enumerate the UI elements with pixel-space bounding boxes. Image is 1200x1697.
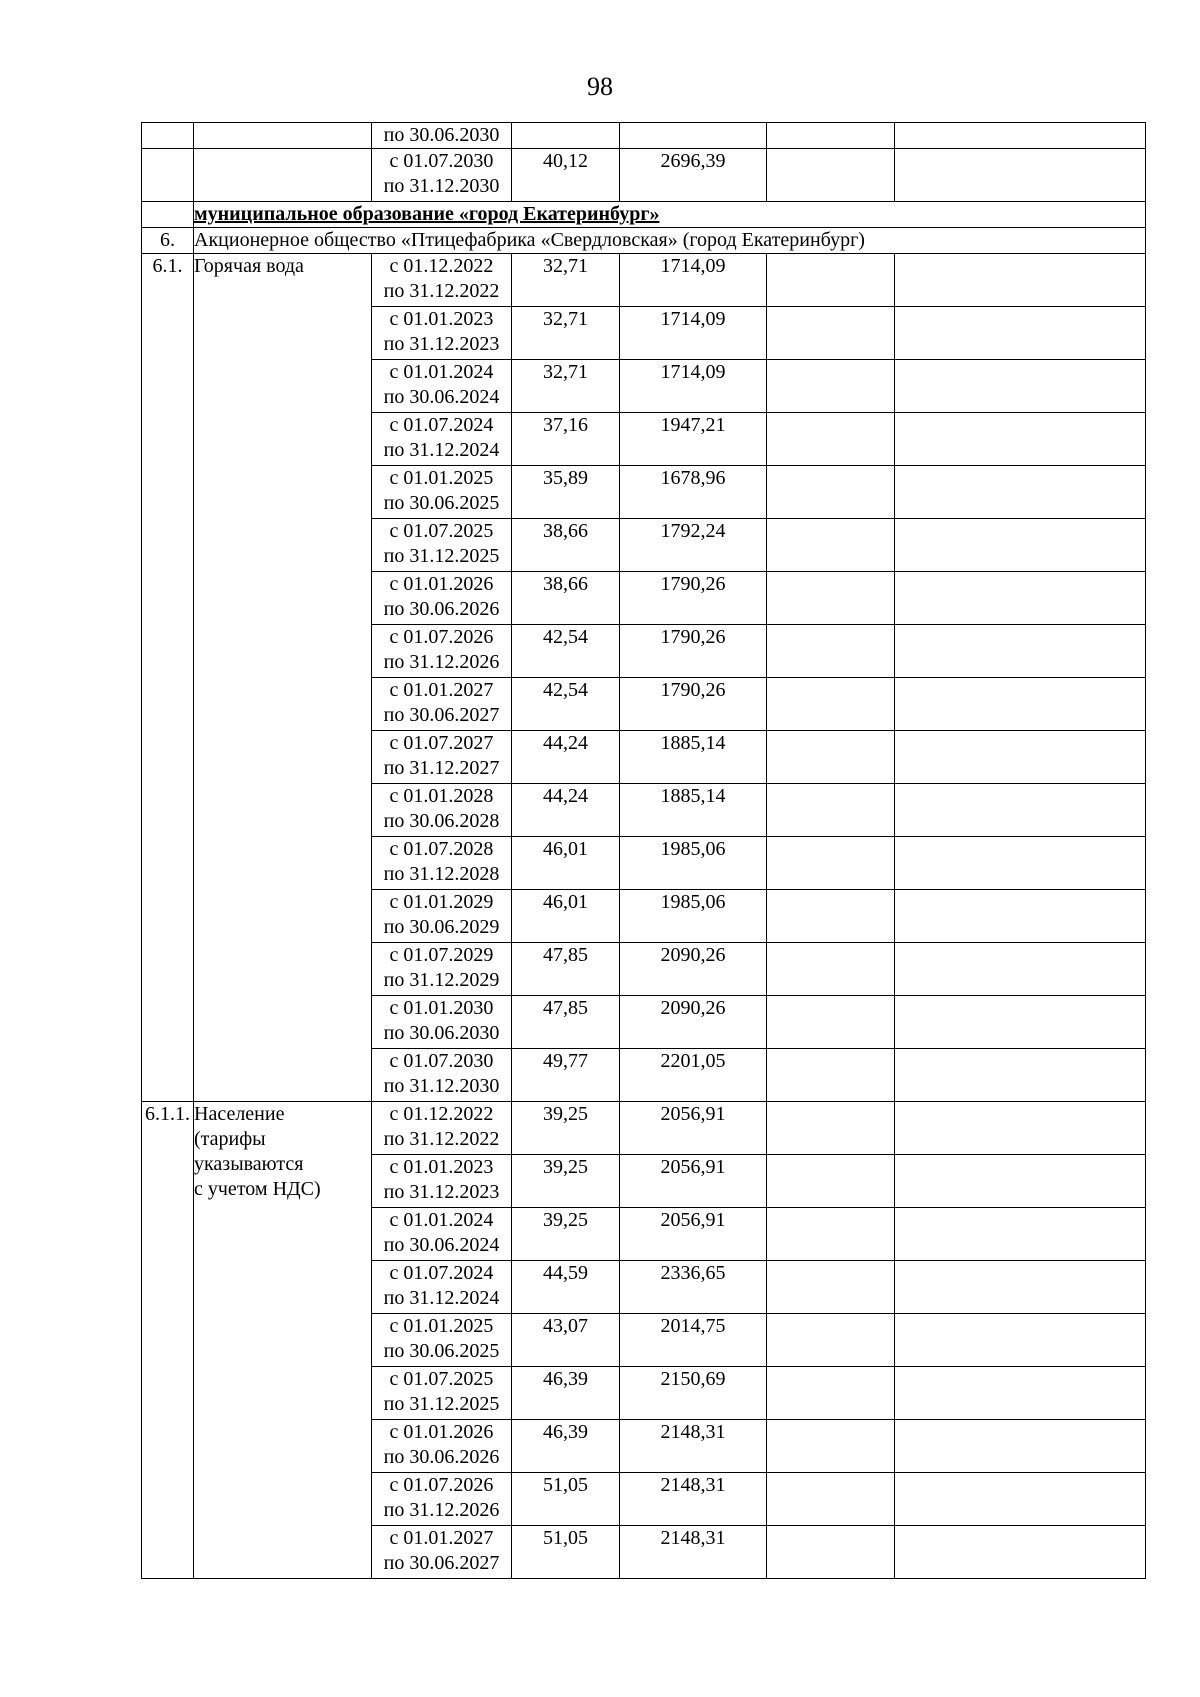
tariff-table [141, 122, 1146, 1579]
cell-value-2: 1947,21 [620, 413, 767, 466]
org-number: 6. [142, 228, 194, 254]
cell-period [372, 254, 512, 307]
page-number: 98 [587, 72, 613, 101]
cell-empty-2 [895, 996, 1146, 1049]
period-from: с 01.01.2027 [389, 679, 494, 701]
section-title: муниципальное образование «город Екатеринбург» [194, 202, 1146, 228]
period-from: с 01.07.2024 [389, 1262, 494, 1284]
group-number: 6.1. [142, 254, 194, 1102]
cell-empty-1 [767, 307, 895, 360]
group-name [194, 1102, 372, 1579]
cell-value-1: 32,71 [512, 254, 620, 307]
cell-empty-1 [767, 572, 895, 625]
cell-empty-2 [895, 149, 1146, 202]
period-from: с 01.01.2026 [389, 573, 494, 595]
cell-num [142, 149, 194, 202]
cell-empty-1 [767, 1102, 895, 1155]
period-from: с 01.07.2030 [389, 1050, 494, 1072]
period-from: с 01.07.2029 [389, 944, 494, 966]
cell-value-1: 43,07 [512, 1314, 620, 1367]
cell-empty-2 [895, 413, 1146, 466]
cell-period [372, 1102, 512, 1155]
group-name-line: Население [194, 1103, 285, 1125]
period-from: с 01.01.2027 [389, 1527, 494, 1549]
cell-empty-1 [767, 1208, 895, 1261]
period-from: с 01.01.2028 [389, 785, 494, 807]
cell-period [372, 1473, 512, 1526]
table-row [142, 1102, 1146, 1155]
period-to: по 31.12.2023 [383, 1181, 500, 1203]
period-to: по 30.06.2024 [383, 386, 500, 408]
cell-value-2: 1792,24 [620, 519, 767, 572]
cell-num [142, 123, 194, 149]
period-to: по 30.06.2026 [383, 1446, 500, 1468]
cell-value-2 [620, 123, 767, 149]
table-row [142, 123, 1146, 149]
cell-empty-1 [767, 1526, 895, 1579]
cell-empty-2 [895, 572, 1146, 625]
cell-value-2: 2014,75 [620, 1314, 767, 1367]
cell-period [372, 1049, 512, 1102]
cell-empty-1 [767, 1420, 895, 1473]
cell-empty-2 [895, 307, 1146, 360]
cell-empty-2 [895, 678, 1146, 731]
cell-value-1: 44,59 [512, 1261, 620, 1314]
cell-period [372, 837, 512, 890]
cell-period [372, 784, 512, 837]
cell-empty-1 [767, 625, 895, 678]
cell-empty-1 [767, 1261, 895, 1314]
cell-period [372, 1155, 512, 1208]
table-body [142, 123, 1146, 1579]
cell-value-1 [512, 123, 620, 149]
period-from: с 01.01.2029 [389, 891, 494, 913]
cell-empty-1 [767, 466, 895, 519]
cell-num [142, 202, 194, 228]
cell-value-2: 2148,31 [620, 1420, 767, 1473]
cell-period [372, 1420, 512, 1473]
period-from: с 01.01.2024 [389, 361, 494, 383]
cell-value-2: 1885,14 [620, 731, 767, 784]
period-to: по 31.12.2030 [383, 1075, 500, 1097]
cell-value-2: 1714,09 [620, 307, 767, 360]
cell-value-2: 2148,31 [620, 1526, 767, 1579]
cell-empty-1 [767, 413, 895, 466]
cell-period [372, 413, 512, 466]
cell-value-1: 47,85 [512, 943, 620, 996]
cell-empty-2 [895, 1102, 1146, 1155]
cell-empty-2 [895, 943, 1146, 996]
section-row [142, 202, 1146, 228]
cell-value-1: 32,71 [512, 360, 620, 413]
period-to: по 30.06.2025 [383, 492, 500, 514]
cell-value-2: 1678,96 [620, 466, 767, 519]
cell-period [372, 123, 512, 149]
org-row [142, 228, 1146, 254]
cell-value-1: 51,05 [512, 1473, 620, 1526]
cell-empty-2 [895, 625, 1146, 678]
cell-period [372, 307, 512, 360]
cell-period [372, 678, 512, 731]
cell-empty-2 [895, 1473, 1146, 1526]
cell-empty-2 [895, 1314, 1146, 1367]
cell-empty-1 [767, 943, 895, 996]
cell-period [372, 1526, 512, 1579]
cell-empty-2 [895, 1420, 1146, 1473]
period-to: по 30.06.2027 [383, 1552, 500, 1574]
group-name-line: (тарифы [194, 1128, 266, 1150]
cell-value-2: 2696,39 [620, 149, 767, 202]
cell-period [372, 625, 512, 678]
period-to: по 31.12.2030 [383, 175, 500, 197]
cell-value-2: 2201,05 [620, 1049, 767, 1102]
cell-empty-2 [895, 254, 1146, 307]
cell-value-1: 51,05 [512, 1526, 620, 1579]
cell-name [194, 123, 372, 149]
period-from: с 01.07.2028 [389, 838, 494, 860]
period-to: по 31.12.2025 [383, 1393, 500, 1415]
period-from: с 01.01.2024 [389, 1209, 494, 1231]
period-to: по 31.12.2022 [383, 1128, 500, 1150]
period-to: по 31.12.2026 [383, 651, 500, 673]
cell-value-2: 1790,26 [620, 572, 767, 625]
period-to: по 30.06.2030 [383, 1022, 500, 1044]
cell-value-2: 1714,09 [620, 254, 767, 307]
cell-value-1: 46,39 [512, 1367, 620, 1420]
period-from: с 01.01.2025 [389, 1315, 494, 1337]
cell-period [372, 466, 512, 519]
cell-empty-1 [767, 678, 895, 731]
cell-value-1: 32,71 [512, 307, 620, 360]
cell-value-2: 1714,09 [620, 360, 767, 413]
cell-empty-1 [767, 1314, 895, 1367]
cell-empty-1 [767, 254, 895, 307]
cell-period [372, 360, 512, 413]
cell-empty-2 [895, 784, 1146, 837]
cell-period [372, 943, 512, 996]
cell-value-1: 39,25 [512, 1208, 620, 1261]
cell-value-1: 47,85 [512, 996, 620, 1049]
cell-empty-1 [767, 996, 895, 1049]
period-to: по 31.12.2022 [383, 280, 500, 302]
cell-name [194, 149, 372, 202]
cell-empty-2 [895, 360, 1146, 413]
cell-empty-2 [895, 1155, 1146, 1208]
cell-value-1: 39,25 [512, 1102, 620, 1155]
cell-empty-2 [895, 519, 1146, 572]
cell-empty-1 [767, 837, 895, 890]
cell-period [372, 1367, 512, 1420]
cell-value-2: 1790,26 [620, 625, 767, 678]
period-from: с 01.01.2023 [389, 308, 494, 330]
period-to: по 30.06.2028 [383, 810, 500, 832]
cell-empty-2 [895, 1049, 1146, 1102]
cell-empty-1 [767, 1367, 895, 1420]
cell-empty-1 [767, 360, 895, 413]
cell-value-1: 38,66 [512, 572, 620, 625]
cell-value-1: 46,39 [512, 1420, 620, 1473]
cell-value-2: 2056,91 [620, 1208, 767, 1261]
cell-empty-1 [767, 1473, 895, 1526]
cell-value-1: 42,54 [512, 678, 620, 731]
cell-value-2: 2090,26 [620, 996, 767, 1049]
cell-empty-2 [895, 890, 1146, 943]
cell-period [372, 996, 512, 1049]
period-from: с 01.12.2022 [389, 255, 494, 277]
cell-empty-1 [767, 1155, 895, 1208]
cell-value-1: 46,01 [512, 890, 620, 943]
group-name-line: с учетом НДС) [194, 1178, 321, 1200]
cell-value-1: 35,89 [512, 466, 620, 519]
table-row [142, 254, 1146, 307]
period-to: по 30.06.2024 [383, 1234, 500, 1256]
cell-empty-1 [767, 149, 895, 202]
cell-value-2: 2150,69 [620, 1367, 767, 1420]
cell-empty-2 [895, 1526, 1146, 1579]
cell-empty-2 [895, 731, 1146, 784]
cell-value-2: 1985,06 [620, 890, 767, 943]
cell-value-2: 1985,06 [620, 837, 767, 890]
cell-empty-1 [767, 890, 895, 943]
cell-value-1: 37,16 [512, 413, 620, 466]
cell-empty-2 [895, 1261, 1146, 1314]
cell-value-2: 1885,14 [620, 784, 767, 837]
period-to: по 30.06.2025 [383, 1340, 500, 1362]
cell-empty-1 [767, 1049, 895, 1102]
period-to: по 30.06.2027 [383, 704, 500, 726]
period-to: по 31.12.2025 [383, 545, 500, 567]
period-to: по 30.06.2026 [383, 598, 500, 620]
period-to: по 31.12.2029 [383, 969, 500, 991]
cell-empty-1 [767, 519, 895, 572]
table-row [142, 149, 1146, 202]
cell-period [372, 519, 512, 572]
period-from: с 01.01.2023 [389, 1156, 494, 1178]
cell-value-1: 39,25 [512, 1155, 620, 1208]
cell-value-2: 1790,26 [620, 678, 767, 731]
cell-period [372, 731, 512, 784]
cell-period [372, 890, 512, 943]
group-number: 6.1.1. [142, 1102, 194, 1579]
cell-value-2: 2056,91 [620, 1155, 767, 1208]
cell-value-2: 2336,65 [620, 1261, 767, 1314]
period-to: по 31.12.2024 [383, 1287, 500, 1309]
period-from: с 01.07.2027 [389, 732, 494, 754]
period-from: с 01.01.2030 [389, 997, 494, 1019]
period-from: с 01.07.2030 [389, 150, 494, 172]
period-to: по 30.06.2030 [383, 124, 500, 146]
cell-value-1: 38,66 [512, 519, 620, 572]
cell-value-2: 2090,26 [620, 943, 767, 996]
period-to: по 30.06.2029 [383, 916, 500, 938]
cell-value-2: 2056,91 [620, 1102, 767, 1155]
cell-value-1: 46,01 [512, 837, 620, 890]
group-name: Горячая вода [194, 254, 372, 1102]
period-from: с 01.07.2026 [389, 626, 494, 648]
cell-empty-2 [895, 466, 1146, 519]
period-from: с 01.07.2024 [389, 414, 494, 436]
cell-period [372, 572, 512, 625]
cell-empty-2 [895, 1367, 1146, 1420]
cell-value-1: 44,24 [512, 731, 620, 784]
org-name: Акционерное общество «Птицефабрика «Свердловская» (город Екатеринбург) [194, 228, 1146, 254]
cell-period [372, 1314, 512, 1367]
cell-period [372, 149, 512, 202]
cell-value-1: 44,24 [512, 784, 620, 837]
cell-value-1: 42,54 [512, 625, 620, 678]
cell-empty-1 [767, 784, 895, 837]
period-to: по 31.12.2028 [383, 863, 500, 885]
period-to: по 31.12.2026 [383, 1499, 500, 1521]
period-to: по 31.12.2024 [383, 439, 500, 461]
cell-value-1: 49,77 [512, 1049, 620, 1102]
period-to: по 31.12.2023 [383, 333, 500, 355]
period-from: с 01.07.2026 [389, 1474, 494, 1496]
period-from: с 01.12.2022 [389, 1103, 494, 1125]
cell-period [372, 1208, 512, 1261]
period-from: с 01.01.2026 [389, 1421, 494, 1443]
cell-empty-2 [895, 1208, 1146, 1261]
period-from: с 01.07.2025 [389, 520, 494, 542]
cell-empty-1 [767, 731, 895, 784]
cell-empty-2 [895, 837, 1146, 890]
period-from: с 01.07.2025 [389, 1368, 494, 1390]
group-name-line: указываются [194, 1153, 304, 1175]
cell-empty-2 [895, 123, 1146, 149]
cell-period [372, 1261, 512, 1314]
period-from: с 01.01.2025 [389, 467, 494, 489]
period-to: по 31.12.2027 [383, 757, 500, 779]
cell-value-1: 40,12 [512, 149, 620, 202]
cell-empty-1 [767, 123, 895, 149]
cell-value-2: 2148,31 [620, 1473, 767, 1526]
